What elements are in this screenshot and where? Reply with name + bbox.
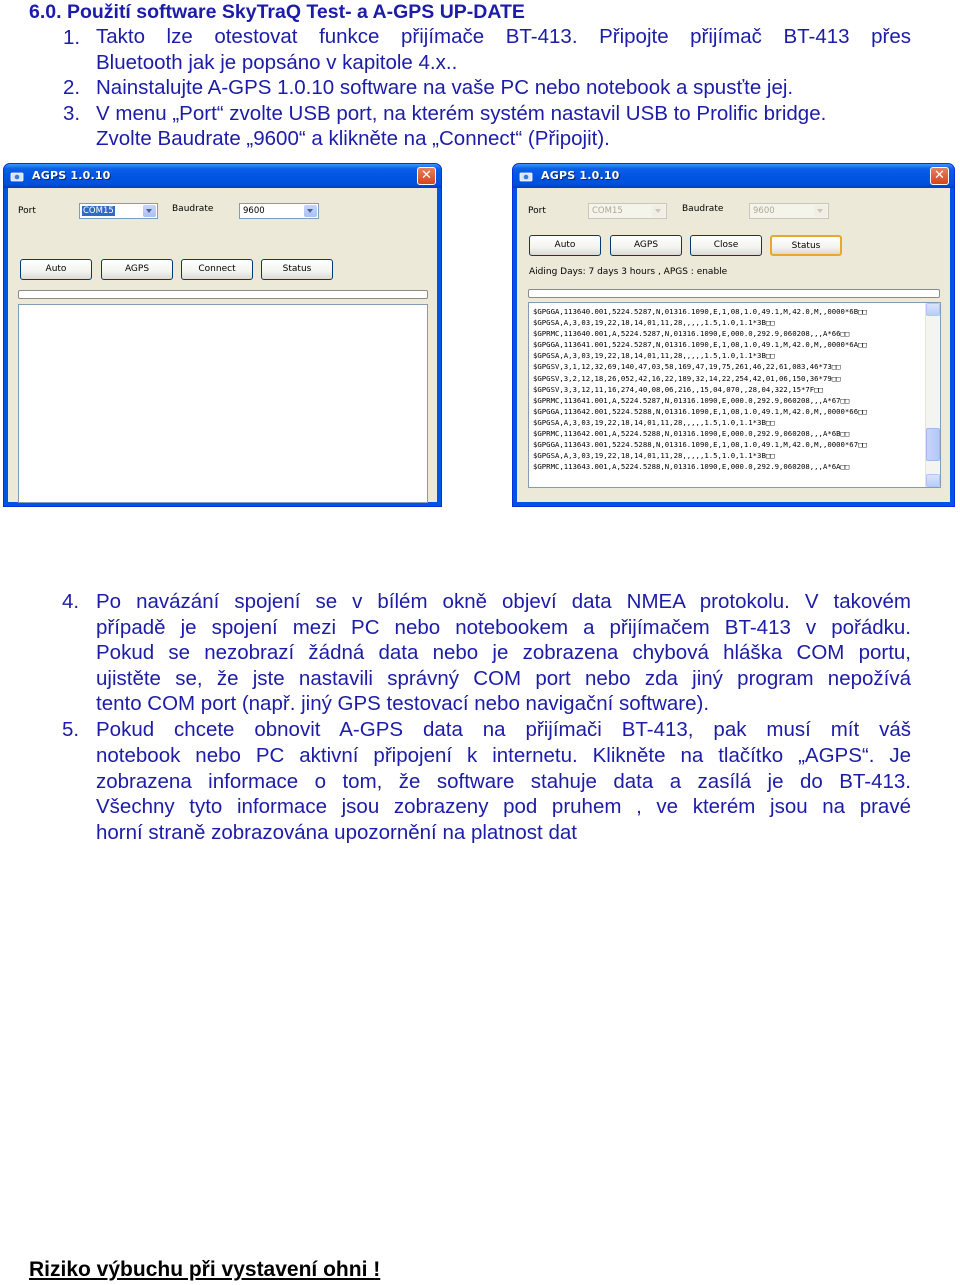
step-1-line-1: Takto lze otestovat funkce přijímače BT-413. Připojte přijímač BT-413 přes	[96, 25, 911, 48]
window-title: AGPS 1.0.10	[541, 169, 620, 182]
step-4-line: tento COM port (např. jiný GPS testovací nebo navigační software).	[96, 692, 710, 715]
chevron-down-icon[interactable]	[143, 205, 156, 217]
port-label: Port	[18, 206, 36, 216]
close-button[interactable]	[417, 167, 436, 185]
step-5-line: Všechny tyto informace jsou zobrazeny pod pruhem , ve kterém jsou na pravé	[96, 795, 911, 818]
scroll-up-icon[interactable]	[926, 303, 940, 316]
warning-footer: Riziko výbuchu při vystavení ohni !	[29, 1258, 381, 1281]
step-5-line: Pokud chcete obnovit A-GPS data na přijímači BT-413, pak musí mít váš	[96, 718, 911, 741]
nmea-line: $GPRMC,113643.001,A,5224.5288,N,01316.1090,E,000.0,292.9,060208,,,A*6A□□	[533, 462, 850, 472]
progress-bar	[18, 290, 428, 299]
port-select[interactable]	[79, 203, 158, 219]
auto-button[interactable]: Auto	[529, 235, 601, 256]
nmea-line: $GPGSA,A,3,03,19,22,18,14,01,11,28,,,,,1.5,1.0,1.1*3B□□	[533, 417, 775, 427]
nmea-line: $GPGGA,113640.001,5224.5287,N,01316.1090,E,1,08,1.0,49.1,M,42.0,M,,0000*6B□□	[533, 307, 867, 316]
port-value: COM15	[83, 206, 114, 216]
nmea-output-area[interactable]	[528, 302, 941, 488]
baudrate-value: 9600	[753, 206, 775, 216]
nmea-output-text	[533, 306, 867, 472]
window-client-area	[517, 188, 950, 502]
baudrate-select	[749, 203, 829, 219]
nmea-line: $GPRMC,113641.001,A,5224.5287,N,01316.1090,E,000.0,292.9,060208,,,A*67□□	[533, 395, 850, 405]
step-2-number: 2.	[63, 76, 81, 99]
connect-button[interactable]: Connect	[181, 259, 253, 280]
step-1-number: 1.	[63, 26, 81, 49]
nmea-line: $GPRMC,113640.001,A,5224.5287,N,01316.1090,E,000.0,292.9,060208,,,A*66□□	[533, 329, 850, 339]
close-icon: ✕	[421, 168, 432, 183]
chevron-down-icon[interactable]	[304, 205, 317, 217]
step-3-line-1: V menu „Port“ zvolte USB port, na kterém systém nastavil USB to Prolific bridge.	[96, 102, 827, 125]
agps-window-disconnected	[3, 163, 442, 507]
step-1-line-2: Bluetooth jak je popsáno v kapitole 4.x..	[96, 51, 458, 74]
window-title: AGPS 1.0.10	[32, 169, 111, 182]
status-button[interactable]: Status	[770, 235, 842, 256]
port-select	[588, 203, 667, 219]
nmea-line: $GPRMC,113642.001,A,5224.5288,N,01316.1090,E,000.0,292.9,060208,,,A*6B□□	[533, 429, 850, 439]
step-5-line: zobrazena informace o tom, že software stahuje data a zasílá je do BT-413.	[96, 770, 911, 793]
step-3-line-2: Zvolte Baudrate „9600“ a klikněte na „Connect“ (Připojit).	[96, 127, 610, 150]
nmea-line: $GPGSA,A,3,03,19,22,18,14,01,11,28,,,,,1.5,1.0,1.1*3B□□	[533, 351, 775, 361]
step-4-line: Po navázání spojení se v bílém okně objeví data NMEA protokolu. V takovém	[96, 590, 911, 613]
title-bar	[513, 164, 954, 188]
baudrate-label: Baudrate	[172, 204, 214, 214]
agps-button[interactable]: AGPS	[101, 259, 173, 280]
step-4-line: Pokud se nezobrazí žádná data nebo je zobrazena chybová hláška COM portu,	[96, 641, 911, 664]
auto-button[interactable]: Auto	[20, 259, 92, 280]
satellite-app-icon	[519, 170, 533, 183]
nmea-line: $GPGGA,113643.001,5224.5288,N,01316.1090,E,1,08,1.0,49.1,M,42.0,M,,0000*67□□	[533, 440, 867, 450]
nmea-line: $GPGSA,A,3,03,19,22,18,14,01,11,28,,,,,1.5,1.0,1.1*3B□□	[533, 318, 775, 328]
title-bar	[4, 164, 441, 188]
nmea-line: $GPGSV,3,3,12,11,16,274,40,08,06,216,,15,04,070,,28,04,322,15*7F□□	[533, 384, 823, 394]
close-icon: ✕	[934, 168, 945, 183]
section-heading: 6.0. Použití software SkyTraQ Test- a A-GPS UP-DATE	[29, 1, 525, 23]
step-5-line: horní straně zobrazována upozornění na platnost dat	[96, 821, 577, 844]
agps-button[interactable]: AGPS	[610, 235, 682, 256]
chevron-down-icon	[814, 205, 827, 217]
step-5-number: 5.	[62, 718, 80, 741]
step-4-line: případě je spojení mezi PC nebo notebookem a přijímačem BT-413 v pořádku.	[96, 616, 911, 639]
scroll-down-icon[interactable]	[926, 474, 940, 487]
nmea-line: $GPGGA,113642.001,5224.5288,N,01316.1090,E,1,08,1.0,49.1,M,42.0,M,,0000*66□□	[533, 406, 867, 416]
status-button[interactable]: Status	[261, 259, 333, 280]
port-label: Port	[528, 206, 546, 216]
close-button[interactable]	[930, 167, 949, 185]
satellite-app-icon	[10, 170, 24, 183]
progress-bar	[528, 289, 940, 298]
vertical-scrollbar[interactable]	[925, 303, 940, 487]
window-client-area	[8, 188, 437, 502]
step-3-number: 3.	[63, 102, 81, 125]
step-5-line: notebook nebo PC aktivní připojení k internetu. Klikněte na tlačítko „AGPS“. Je	[96, 744, 911, 767]
nmea-line: $GPGSV,3,1,12,32,69,140,47,03,58,169,47,19,75,261,46,22,61,083,46*73□□	[533, 362, 841, 372]
step-4-number: 4.	[62, 590, 80, 613]
step-4-line: ujistěte se, že jste nastavili správný COM port nebo zda jiný program nepožívá	[96, 667, 911, 690]
nmea-line: $GPGGA,113641.001,5224.5287,N,01316.1090,E,1,08,1.0,49.1,M,42.0,M,,0000*6A□□	[533, 340, 867, 350]
baudrate-value: 9600	[243, 206, 265, 216]
nmea-line: $GPGSV,3,2,12,18,26,052,42,16,22,189,32,14,22,254,42,01,06,150,36*79□□	[533, 373, 841, 383]
port-value: COM15	[592, 206, 623, 216]
nmea-output-area[interactable]	[18, 304, 428, 503]
aiding-status-text: Aiding Days: 7 days 3 hours , APGS : enable	[529, 267, 728, 277]
chevron-down-icon	[652, 205, 665, 217]
close-connection-button[interactable]: Close	[690, 235, 762, 256]
baudrate-select[interactable]	[239, 203, 319, 219]
step-2-text: Nainstalujte A-GPS 1.0.10 software na vaše PC nebo notebook a spusťte jej.	[96, 76, 794, 99]
agps-window-connected	[512, 163, 955, 507]
baudrate-label: Baudrate	[682, 204, 724, 214]
nmea-line: $GPGSA,A,3,03,19,22,18,14,01,11,28,,,,,1.5,1.0,1.1*3B□□	[533, 451, 775, 461]
scroll-thumb[interactable]	[926, 428, 940, 461]
